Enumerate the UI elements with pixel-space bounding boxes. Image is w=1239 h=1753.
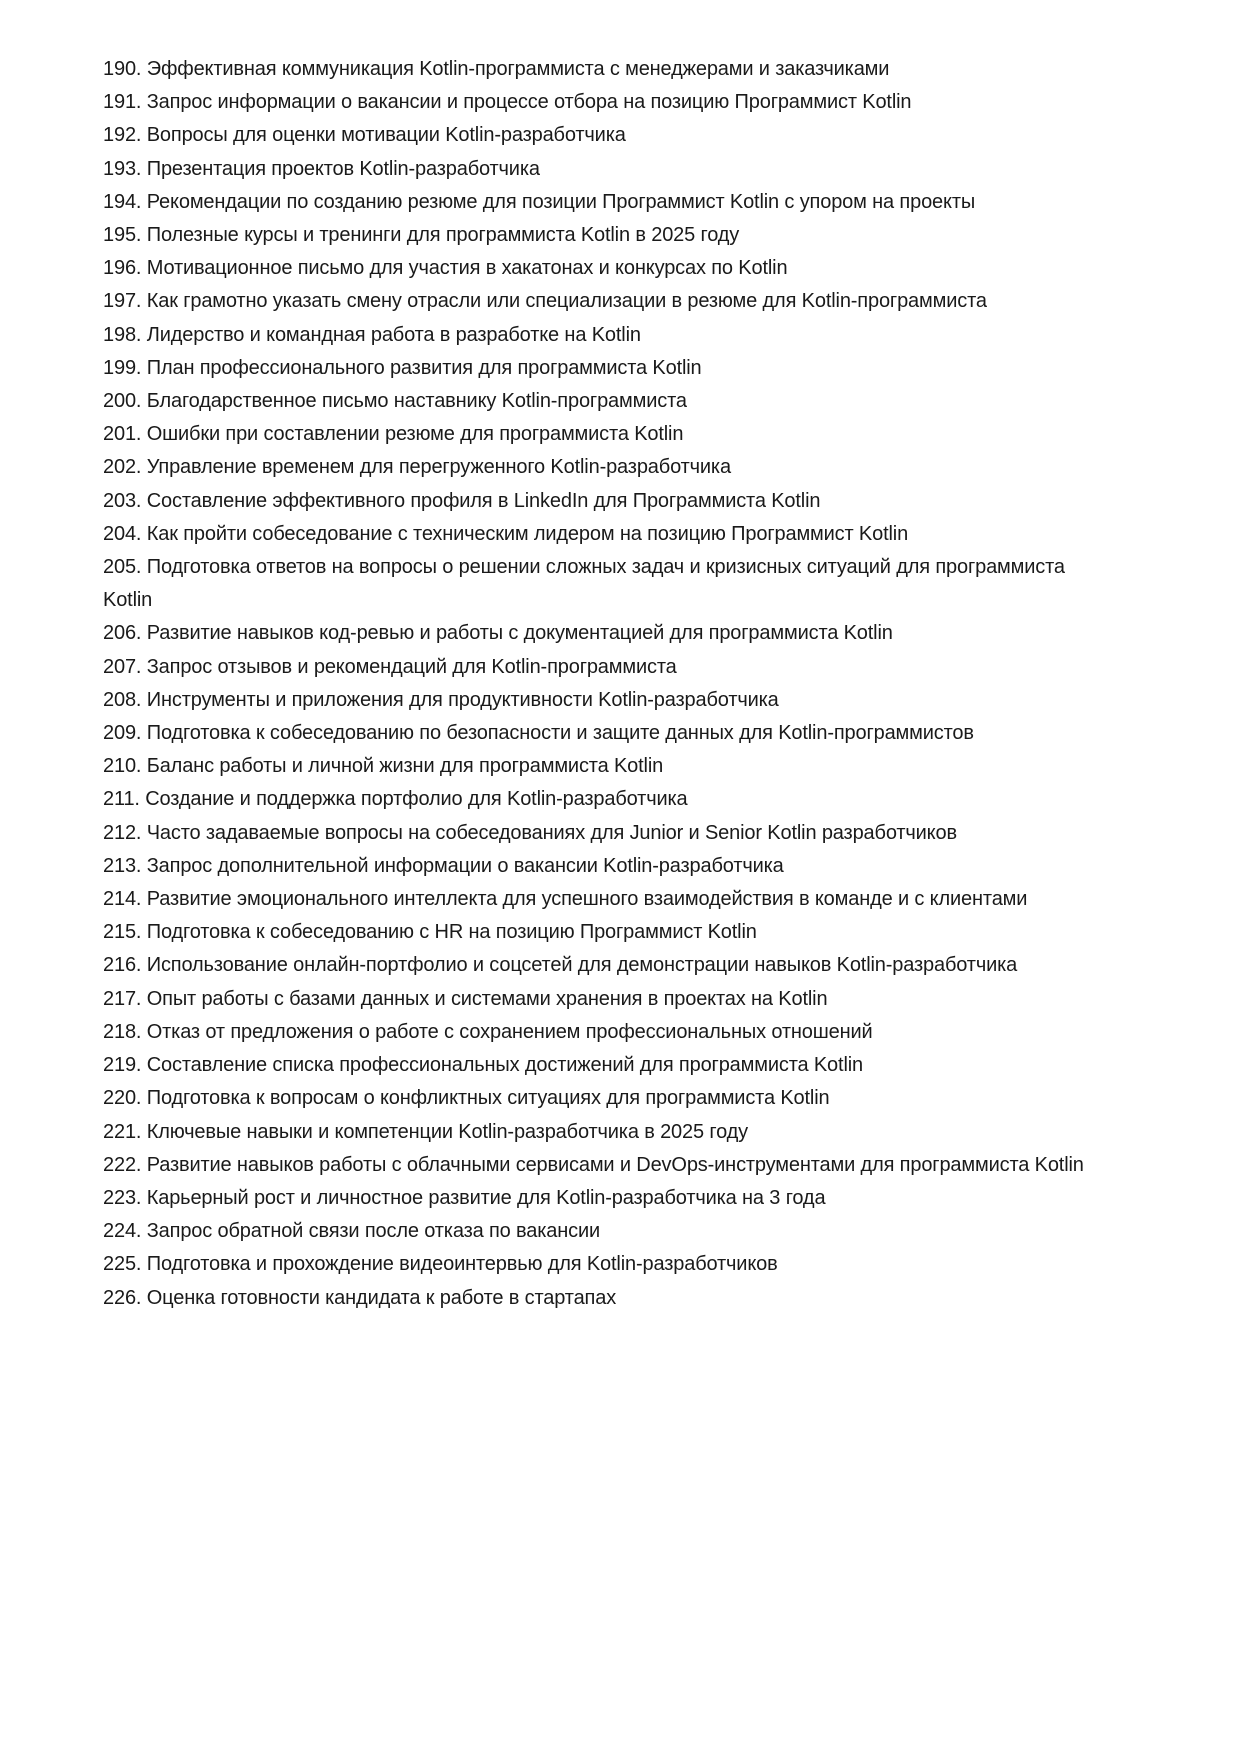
list-item: 214. Развитие эмоционального интеллекта для успешного взаимодействия в команде и с клиентами — [103, 888, 1028, 911]
list-item: 210. Баланс работы и личной жизни для программиста Kotlin — [103, 755, 664, 778]
list-item: 211. Создание и поддержка портфолио для Kotlin-разработчика — [103, 788, 688, 811]
list-item: 213. Запрос дополнительной информации о вакансии Kotlin-разработчика — [103, 854, 784, 877]
list-item: 204. Как пройти собеседование с техническим лидером на позицию Программист Kotlin — [103, 522, 909, 545]
list-item: 198. Лидерство и командная работа в разработке на Kotlin — [103, 323, 641, 346]
list-item: 190. Эффективная коммуникация Kotlin-программиста с менеджерами и заказчиками — [103, 58, 890, 80]
list-item: 202. Управление временем для перегруженного Kotlin-разработчика — [103, 456, 731, 479]
list-item: 221. Ключевые навыки и компетенции Kotlin-разработчика в 2025 году — [103, 1120, 748, 1143]
list-item: 215. Подготовка к собеседованию с HR на позицию Программист Kotlin — [103, 921, 757, 944]
list-item: 193. Презентация проектов Kotlin-разработчика — [103, 157, 540, 180]
list-item: 207. Запрос отзывов и рекомендаций для Kotlin-программиста — [103, 655, 677, 678]
list-item: 225. Подготовка и прохождение видеоинтервью для Kotlin-разработчиков — [103, 1253, 778, 1276]
list-item: 205. Подготовка ответов на вопросы о решении сложных задач и кризисных ситуаций для программиста Kotlin — [103, 556, 1065, 612]
list-item: 197. Как грамотно указать смену отрасли или специализации в резюме для Kotlin-программиста — [103, 290, 987, 313]
list-item: 226. Оценка готовности кандидата к работе в стартапах — [103, 1286, 617, 1309]
list-item: 203. Составление эффективного профиля в LinkedIn для Программиста Kotlin — [103, 489, 821, 512]
list-item: 219. Составление списка профессиональных достижений для программиста Kotlin — [103, 1054, 864, 1077]
topic-list — [103, 53, 1103, 1315]
list-item: 196. Мотивационное письмо для участия в хакатонах и конкурсах по Kotlin — [103, 257, 788, 280]
list-item: 209. Подготовка к собеседованию по безопасности и защите данных для Kotlin-программистов — [103, 722, 974, 745]
list-item: 200. Благодарственное письмо наставнику Kotlin-программиста — [103, 390, 687, 413]
list-item: 218. Отказ от предложения о работе с сохранением профессиональных отношений — [103, 1020, 873, 1043]
list-item: 222. Развитие навыков работы с облачными сервисами и DevOps-инструментами для программиста Kotlin — [103, 1153, 1084, 1176]
list-item: 212. Часто задаваемые вопросы на собеседованиях для Junior и Senior Kotlin разработчиков — [103, 821, 957, 844]
list-item: 220. Подготовка к вопросам о конфликтных ситуациях для программиста Kotlin — [103, 1087, 830, 1110]
list-item: 191. Запрос информации о вакансии и процессе отбора на позицию Программист Kotlin — [103, 91, 912, 114]
list-item: 216. Использование онлайн-портфолио и соцсетей для демонстрации навыков Kotlin-разработчика — [103, 954, 1018, 977]
list-item: 199. План профессионального развития для программиста Kotlin — [103, 356, 702, 379]
list-item: 208. Инструменты и приложения для продуктивности Kotlin-разработчика — [103, 688, 779, 711]
list-item: 201. Ошибки при составлении резюме для программиста Kotlin — [103, 423, 684, 446]
list-item: 206. Развитие навыков код-ревью и работы с документацией для программиста Kotlin — [103, 622, 893, 645]
list-item: 194. Рекомендации по созданию резюме для позиции Программист Kotlin с упором на проекты — [103, 190, 976, 213]
list-item: 217. Опыт работы с базами данных и системами хранения в проектах на Kotlin — [103, 987, 828, 1010]
list-item: 192. Вопросы для оценки мотивации Kotlin-разработчика — [103, 124, 626, 147]
list-item: 223. Карьерный рост и личностное развитие для Kotlin-разработчика на 3 года — [103, 1186, 826, 1209]
list-item: 195. Полезные курсы и тренинги для программиста Kotlin в 2025 году — [103, 224, 740, 247]
list-item: 224. Запрос обратной связи после отказа по вакансии — [103, 1220, 601, 1243]
